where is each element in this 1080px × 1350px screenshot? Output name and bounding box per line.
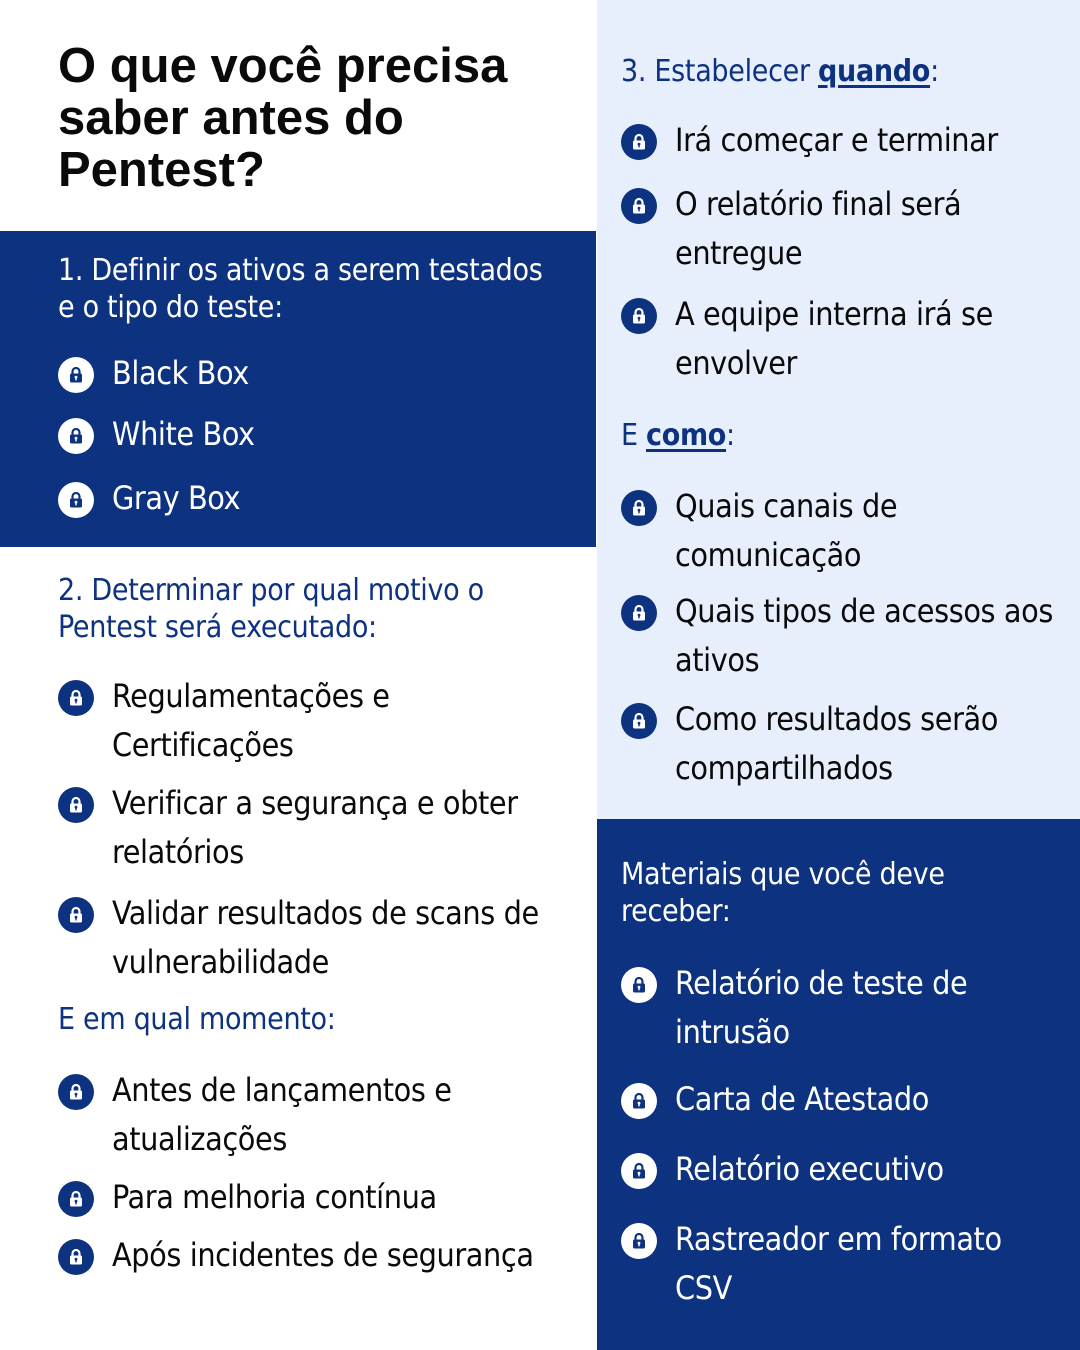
list-item: [58, 896, 548, 987]
section3-sub-suffix: :: [726, 418, 735, 453]
list-item-text: Gray Box: [112, 479, 241, 517]
list-item-text: Regulamentações e Certificações: [112, 677, 390, 764]
lock-icon: [621, 124, 657, 160]
list-item: [621, 123, 1061, 165]
list-item: [58, 481, 558, 523]
list-item: [58, 1238, 558, 1280]
section3-sub-keyword: como: [646, 418, 727, 453]
list-item: [58, 1073, 548, 1164]
list-item-text: Verificar a segurança e obter relatórios: [112, 784, 518, 871]
section3-heading-suffix: :: [930, 54, 939, 89]
list-item: [621, 1222, 1061, 1313]
list-item-text: Rastreador em formato CSV: [675, 1220, 1002, 1307]
page-title: O que você precisa saber antes do Pentest?: [58, 39, 508, 197]
list-item: [621, 702, 1061, 793]
list-item-text: A equipe interna irá se envolver: [675, 295, 993, 382]
lock-icon: [58, 482, 94, 518]
list-item-text: Quais tipos de acessos aos ativos: [675, 592, 1053, 679]
lock-icon: [58, 1074, 94, 1110]
lock-icon: [58, 1181, 94, 1217]
list-item: [621, 489, 1061, 580]
section2-heading: 2. Determinar por qual motivo o Pentest será executado:: [58, 573, 484, 645]
list-item-text: Carta de Atestado: [675, 1080, 929, 1118]
list-item-text: Black Box: [112, 354, 249, 392]
list-item: [58, 1180, 548, 1222]
list-item-text: Quais canais de comunicação: [675, 487, 898, 574]
list-item: [58, 786, 548, 877]
lock-icon: [621, 703, 657, 739]
list-item: [58, 679, 548, 770]
list-item: [58, 356, 558, 398]
section1-heading: 1. Definir os ativos a serem testados e o tipo do teste:: [58, 253, 543, 325]
lock-icon: [621, 595, 657, 631]
list-item: [621, 1082, 1061, 1124]
lock-icon: [58, 418, 94, 454]
section4-heading: Materiais que você deve receber:: [621, 857, 945, 929]
lock-icon: [621, 1223, 657, 1259]
section3-subheading: [621, 417, 1061, 454]
lock-icon: [58, 1239, 94, 1275]
list-item-text: Relatório de teste de intrusão: [675, 964, 968, 1051]
list-item: [621, 297, 1061, 388]
lock-icon: [621, 967, 657, 1003]
section2-subheading: E em qual momento:: [58, 1002, 336, 1037]
list-item-text: White Box: [112, 415, 255, 453]
list-item: [621, 966, 1061, 1057]
lock-icon: [621, 1153, 657, 1189]
list-item: [621, 1152, 1061, 1194]
lock-icon: [58, 357, 94, 393]
list-item-text: Após incidentes de segurança: [112, 1236, 534, 1274]
list-item-text: Para melhoria contínua: [112, 1178, 437, 1216]
section3-heading-prefix: 3. Estabelecer: [621, 54, 819, 89]
lock-icon: [58, 680, 94, 716]
list-item-text: Validar resultados de scans de vulnerabilidade: [112, 894, 539, 981]
list-item: [621, 594, 1061, 685]
list-item: [58, 417, 558, 459]
list-item-text: Como resultados serão compartilhados: [675, 700, 998, 787]
section3-heading-keyword: quando: [818, 54, 931, 89]
section3-sub-prefix: E: [621, 418, 647, 453]
list-item-text: Relatório executivo: [675, 1150, 944, 1188]
list-item-text: Irá começar e terminar: [675, 121, 998, 159]
section3-heading: [621, 53, 1061, 90]
lock-icon: [58, 787, 94, 823]
list-item-text: O relatório final será entregue: [675, 185, 962, 272]
lock-icon: [621, 298, 657, 334]
lock-icon: [58, 897, 94, 933]
lock-icon: [621, 188, 657, 224]
list-item-text: Antes de lançamentos e atualizações: [112, 1071, 452, 1158]
list-item: [621, 187, 1061, 278]
lock-icon: [621, 1083, 657, 1119]
lock-icon: [621, 490, 657, 526]
